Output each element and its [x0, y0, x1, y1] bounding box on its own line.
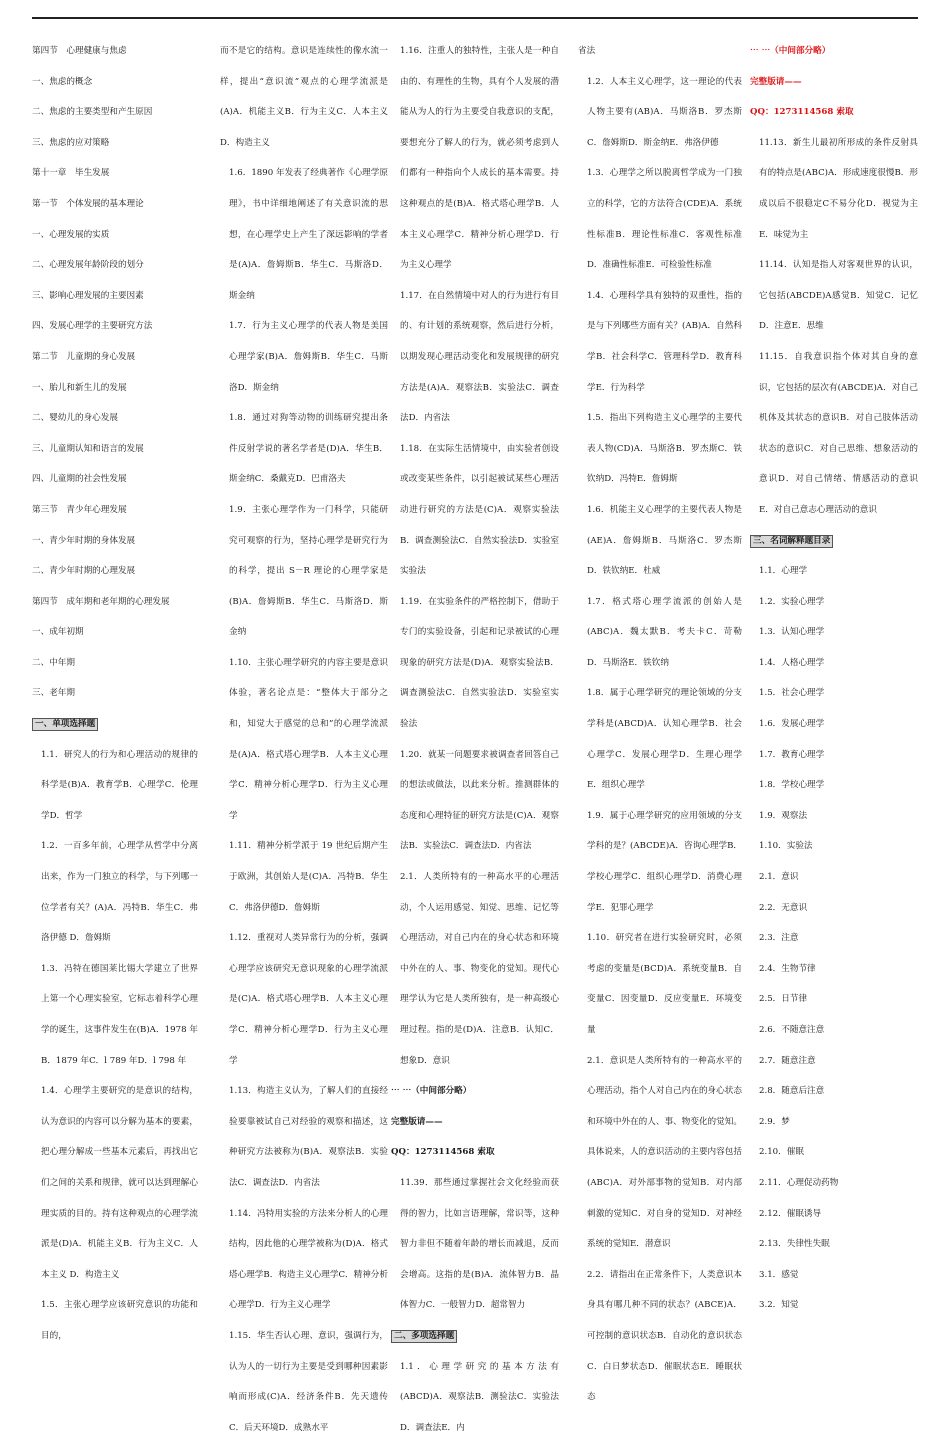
text-line: 1.13．构造主义认为，了解人们的直接经验要靠被试自己对经验的观察和描述，这种研究方法被称为(B)A．观察法B．实验法C．调查法D．内省法	[229, 1086, 388, 1188]
text-line: 2.3．注意	[759, 933, 799, 944]
text-line: 二、婴幼儿的身心发展	[32, 413, 118, 424]
text-line: 一、心理发展的实质	[32, 229, 110, 240]
section-heading	[750, 526, 918, 557]
text-line: 1.2．实验心理学	[759, 596, 825, 607]
text-line: 2.9．梦	[759, 1116, 790, 1127]
column-5	[750, 36, 918, 1321]
text-line: 第三节 青少年心理发展	[32, 504, 127, 515]
text-line: 1.20．就某一问题要求被调查者回答自己的想法或做法，以此来分析。推测群体的态度和心理特征的研究方法是(C)A．观察法B．实验法C．调查法D．内省法	[400, 749, 559, 852]
text-line: 1.5．社会心理学	[759, 688, 825, 699]
text-line: 11.39．那些通过掌握社会文化经验而获得的智力，比如言语理解，常识等，这种智力非但不随着年龄的增长而减退，反而会增高。这指的是(B)A．流体智力B．晶体智力C．一般智力D．超常智力	[400, 1177, 559, 1311]
text-line: 3.1．感觉	[759, 1269, 799, 1280]
text-line: 1.10．实验法	[759, 841, 813, 852]
text-line: 1.12．重视对人类异常行为的分析，强调心理学应该研究无意识现象的心理学流派是(C)A．格式塔心理学B．人本主义心理学C．精神分析心理学D．行为主义心理学	[229, 933, 388, 1066]
column-4	[578, 36, 742, 1413]
text-line: 第二节 儿童期的身心发展	[32, 351, 136, 362]
text-line: 2.2．无意识	[759, 902, 808, 913]
text-line: 1.5．主张心理学应该研究意识的功能和目的，	[41, 1300, 198, 1341]
text-line: 3.2．知觉	[759, 1300, 799, 1311]
text-line: 1.19．在实验条件的严格控制下，借助于专门的实验设备，引起和记录被试的心理现象的研究方法是(D)A．观察实验法B．调查测验法C．自然实验法D．实验室实验法	[400, 596, 559, 730]
text-line: 11.14．认知是指人对客观世界的认识，它包括(ABCDE)A感觉B．知觉C．记忆D．注意E．思维	[759, 260, 918, 332]
text-line: 二、青少年时期的心理发展	[32, 566, 136, 577]
text-line: 三、影响心理发展的主要因素	[32, 290, 144, 301]
text-line: 第十一章 毕生发展	[32, 168, 110, 179]
text-line: 二、焦虑的主要类型和产生原因	[32, 107, 153, 118]
text-line: 一、青少年时期的身体发展	[32, 535, 136, 546]
text-line: 1.11．精神分析学派于 19 世纪后期产生于欧洲，其创始人是(C)A．冯特B．华生C．弗洛伊德D．詹姆斯	[229, 841, 388, 913]
text-line: 1.15．华生否认心理、意识，强调行为，认为人的一切行为主要是受到哪种因素影响而形成(C)A．经济条件B．先天遗传C．后天环境D．成熟水平	[229, 1330, 388, 1433]
text-line: 2.1．人类所特有的一种高水平的心理活动，个人运用感觉、知觉、思维、记忆等心理活动，对自己内在的身心状态和环境中外在的人、事、物变化的觉知。现代心理学认为它是人类所独有，是一种高级心理过程。指的是(D)A．注意B．认知C．想象D．意识	[400, 872, 559, 1066]
text-line: 1.6．1890 年发表了经典著作《心理学原理》，书中详细地阐述了有关意识流的思想，在心理学史上产生了深远影响的学者是(A)A．詹姆斯B．华生C．马斯洛D．斯金纳	[229, 168, 388, 301]
text-line: 1.4．心理学主要研究的是意识的结构，认为意识的内容可以分解为基本的要素，把心理分解成一些基本元素后，再找出它们之间的关系和规律，就可以达到理解心理实质的目的。持有这种观点的心理学流派是(D)A．机能主义B．行为主义C．人本主义 D．构造主义	[41, 1086, 198, 1280]
text-line: 省法	[578, 46, 596, 56]
text-line: 四、发展心理学的主要研究方法	[32, 321, 153, 332]
section-heading	[32, 709, 198, 740]
text-line: 11.13．新生儿最初所形成的条件反射具有的特点是(ABC)A．形成速度很慢B．形成以后不很稳定C不易分化D．视觉为主E．味觉为主	[759, 137, 918, 240]
text-line: 2.10．催眠	[759, 1147, 804, 1158]
column-2	[220, 36, 388, 1443]
text-line: ⋯ ⋯（中间部分略）	[391, 1086, 472, 1097]
text-line: 完整版请——	[391, 1116, 443, 1127]
text-line: 第四节 心理健康与焦虑	[32, 46, 127, 56]
text-line: 2.6．不随意注意	[759, 1025, 825, 1035]
text-line: 2.5．日节律	[759, 994, 808, 1005]
text-line: 1.17．在自然情境中对人的行为进行有目的、有计划的系统观察，然后进行分析，以期发现心理活动变化和发展规律的研究方法是(A)A．观察法B．实验法C．调查法D．内省法	[400, 290, 559, 424]
text-line: 2.2．请指出在正常条件下，人类意识本身具有哪几种不同的状态？(ABCE)A．可控制的意识状态B．自动化的意识状态C．白日梦状态D．催眠状态E．睡眠状态	[587, 1269, 742, 1403]
text-line: 1.8．学校心理学	[759, 780, 825, 791]
text-line: 1.1．心理学	[759, 566, 808, 577]
text-line: 1.3．认知心理学	[759, 627, 825, 638]
text-line: 1.3．心理学之所以脱离哲学成为一门独立的科学，它的方法符合(CDE)A．系统性标准B．理论性标准C．客观性标准D．准确性标准E．可检验性标准	[587, 168, 742, 271]
text-line: 1.9．主张心理学作为一门科学，只能研究可观察的行为，坚持心理学是研究行为的科学，提出 S－R 理论的心理学家是(B)A．詹姆斯B．华生C．马斯洛D．斯金纳	[229, 504, 388, 638]
text-line: QQ：1273114568 索取	[391, 1147, 495, 1158]
text-line: 一、胎儿和新生儿的发展	[32, 382, 127, 393]
text-line: 第四节 成年期和老年期的心理发展	[32, 596, 170, 607]
column-1	[32, 36, 198, 1352]
text-line: 1.9．属于心理学研究的应用领域的分支学科的是？(ABCDE)A．咨询心理学B．学校心理学C．组织心理学D．消费心理学E．犯罪心理学	[587, 810, 742, 913]
text-line: QQ：1273114568 索取	[750, 107, 854, 118]
text-line: 1.1．研究人的行为和心理活动的规律的科学是(B)A．教育学B．心理学C．伦理学D．哲学	[41, 749, 198, 821]
text-line: 2.1．意识	[759, 872, 799, 883]
text-line: 1.8．属于心理学研究的理论领域的分支学科是(ABCD)A．认知心理学B．社会心理学C．发展心理学D．生理心理学E．组织心理学	[587, 688, 742, 791]
text-line: 1.7．教育心理学	[759, 749, 825, 760]
text-line: 1.1．心理学研究的基本方法有(ABCD)A．观察法B．测验法C．实验法D．调查法E．内	[400, 1361, 559, 1433]
section-heading-label: 一、单项选择题	[32, 718, 98, 731]
text-line: 二、中年期	[32, 657, 75, 668]
text-line: 三、儿童期认知和语言的发展	[32, 443, 144, 454]
text-line: 1.9．观察法	[759, 810, 808, 821]
text-line: 二、心理发展年龄阶段的划分	[32, 260, 144, 271]
text-line: 2.4．生物节律	[759, 963, 816, 974]
text-line: 三、焦虑的应对策略	[32, 137, 110, 148]
text-line: 1.3．冯特在德国莱比锡大学建立了世界上第一个心理实验室，它标志着科学心理学的诞生，这事件发生在(B)A．1978 年B．1879 年C．l 789 年D．l 798 年	[41, 963, 198, 1066]
text-line: 1.4．心理科学具有独特的双重性，指的是与下列哪些方面有关？(AB)A．自然科学B．社会科学C．管理科学D．教育科学E．行为科学	[587, 290, 742, 393]
text-line: 1.6．机能主义心理学的主要代表人物是(AE)A．詹姆斯B．马斯洛C．罗杰斯D．铁钦纳E．杜威	[587, 504, 742, 577]
text-line: 第一节 个体发展的基本理论	[32, 198, 144, 209]
document-page	[32, 36, 918, 1433]
text-line: 2.7．随意注意	[759, 1055, 816, 1066]
text-line: 1.4．人格心理学	[759, 657, 825, 668]
text-line: 1.2．一百多年前，心理学从哲学中分离出来，作为一门独立的科学，与下列哪一位学者有关？(A)A．冯特B．华生C．弗洛伊德 D．詹姆斯	[41, 841, 198, 944]
section-heading	[391, 1321, 559, 1352]
text-line: 1.7．格式塔心理学流派的创始人是(ABC)A．魏太默B．考夫卡C．苛勒D．马斯洛E．铁钦纳	[587, 596, 742, 668]
text-line: 2.1．意识是人类所特有的一种高水平的心理活动，指个人对自己内在的身心状态和环境中外在的人、事、物变化的觉知。具体说来，人的意识活动的主要内容包括(ABC)A．对外部事物的觉知B．对内部刺激的觉知C．对自身的觉知D．对神经系统的觉知E．潜意识	[587, 1055, 742, 1250]
text-line: 11.15．自我意识指个体对其自身的意识，它包括的层次有(ABCDE)A．对自己机体及其状态的意识B．对自己肢体活动状态的意识C．对自己思维、想象活动的意识D．对自己情绪、情感活动的意识E．对自己意志心理活动的意识	[759, 351, 918, 515]
section-heading-label: 三、名词解释题目录	[750, 535, 833, 548]
text-line: 1.6．发展心理学	[759, 719, 825, 730]
text-line: 1.16．注重人的独特性，主张人是一种自由的、有理性的生物，具有个人发展的潜能从为人的行为主要受自我意识的支配，要想充分了解人的行为，就必须考虑到人们都有一种指向个人成长的基本需要。持这种观点的是(B)A．格式塔心理学B．人本主义心理学C．精神分析心理学D．行为主义心理学	[400, 46, 559, 271]
text-line: 1.10．研究者在进行实验研究时，必须考虑的变量是(BCD)A．系统变量B．自变量C．因变量D．反应变量E．环境变量	[587, 933, 742, 1035]
text-line: 1.18．在实际生活情境中，由实验者创设或改变某些条件，以引起被试某些心理活动进行研究的方法是(C)A．观察实验法B．调查测验法C．自然实验法D．实验室实验法	[400, 443, 559, 577]
text-line: 1.14．冯特用实验的方法来分析人的心理结构，因此他的心理学被称为(D)A．格式塔心理学B．构造主义心理学C．精神分析心理学D．行为主义心理学	[229, 1208, 388, 1311]
text-line: 四、儿童期的社会性发展	[32, 474, 127, 485]
text-line: 2.8．随意后注意	[759, 1086, 825, 1097]
text-line: 三、老年期	[32, 688, 75, 699]
text-line: 1.10．主张心理学研究的内容主要是意识体验，著名论点是：“整体大于部分之和，知觉大于感觉的总和”的心理学流派是(A)A．格式塔心理学B．人本主义心理学C．精神分析心理学D．行为主义心理学	[229, 657, 388, 821]
text-line: 2.11．心理促动药物	[759, 1177, 839, 1188]
text-line: 2.13．失律性失眠	[759, 1239, 830, 1250]
text-line: 一、焦虑的概念	[32, 76, 93, 87]
column-3	[391, 36, 559, 1443]
top-rule	[32, 17, 918, 19]
text-line: 1.8．通过对狗等动物的训练研究提出条件反射学说的著名学者是(D)A．华生B．斯金纳C．桑戴克D．巴甫洛夫	[229, 413, 388, 485]
section-heading-label: 二、多项选择题	[391, 1330, 457, 1343]
text-line: 完整版请——	[750, 76, 802, 87]
text-line: 1.5．指出下列构造主义心理学的主要代表人物(CD)A．马斯洛B．罗杰斯C．铁钦纳D．冯特E．詹姆斯	[587, 413, 742, 485]
text-line: 而不是它的结构。意识是连续性的像水流一样，提出“意识流”观点的心理学流派是(A)A．机能主义B．行为主义C．人本主义D．构造主义	[220, 46, 388, 148]
text-line: 1.2．人本主义心理学，这一理论的代表人物主要有(AB)A．马斯洛B．罗杰斯C．詹姆斯D．斯金纳E．弗洛伊德	[587, 76, 742, 148]
text-line: 一、成年初期	[32, 627, 84, 638]
text-line: 2.12．催眠诱导	[759, 1208, 822, 1219]
text-line: ⋯ ⋯（中间部分略）	[750, 46, 831, 56]
text-line: 1.7．行为主义心理学的代表人物是美国心理学家(B)A．詹姆斯B．华生C．马斯洛D．斯金纳	[229, 321, 388, 393]
